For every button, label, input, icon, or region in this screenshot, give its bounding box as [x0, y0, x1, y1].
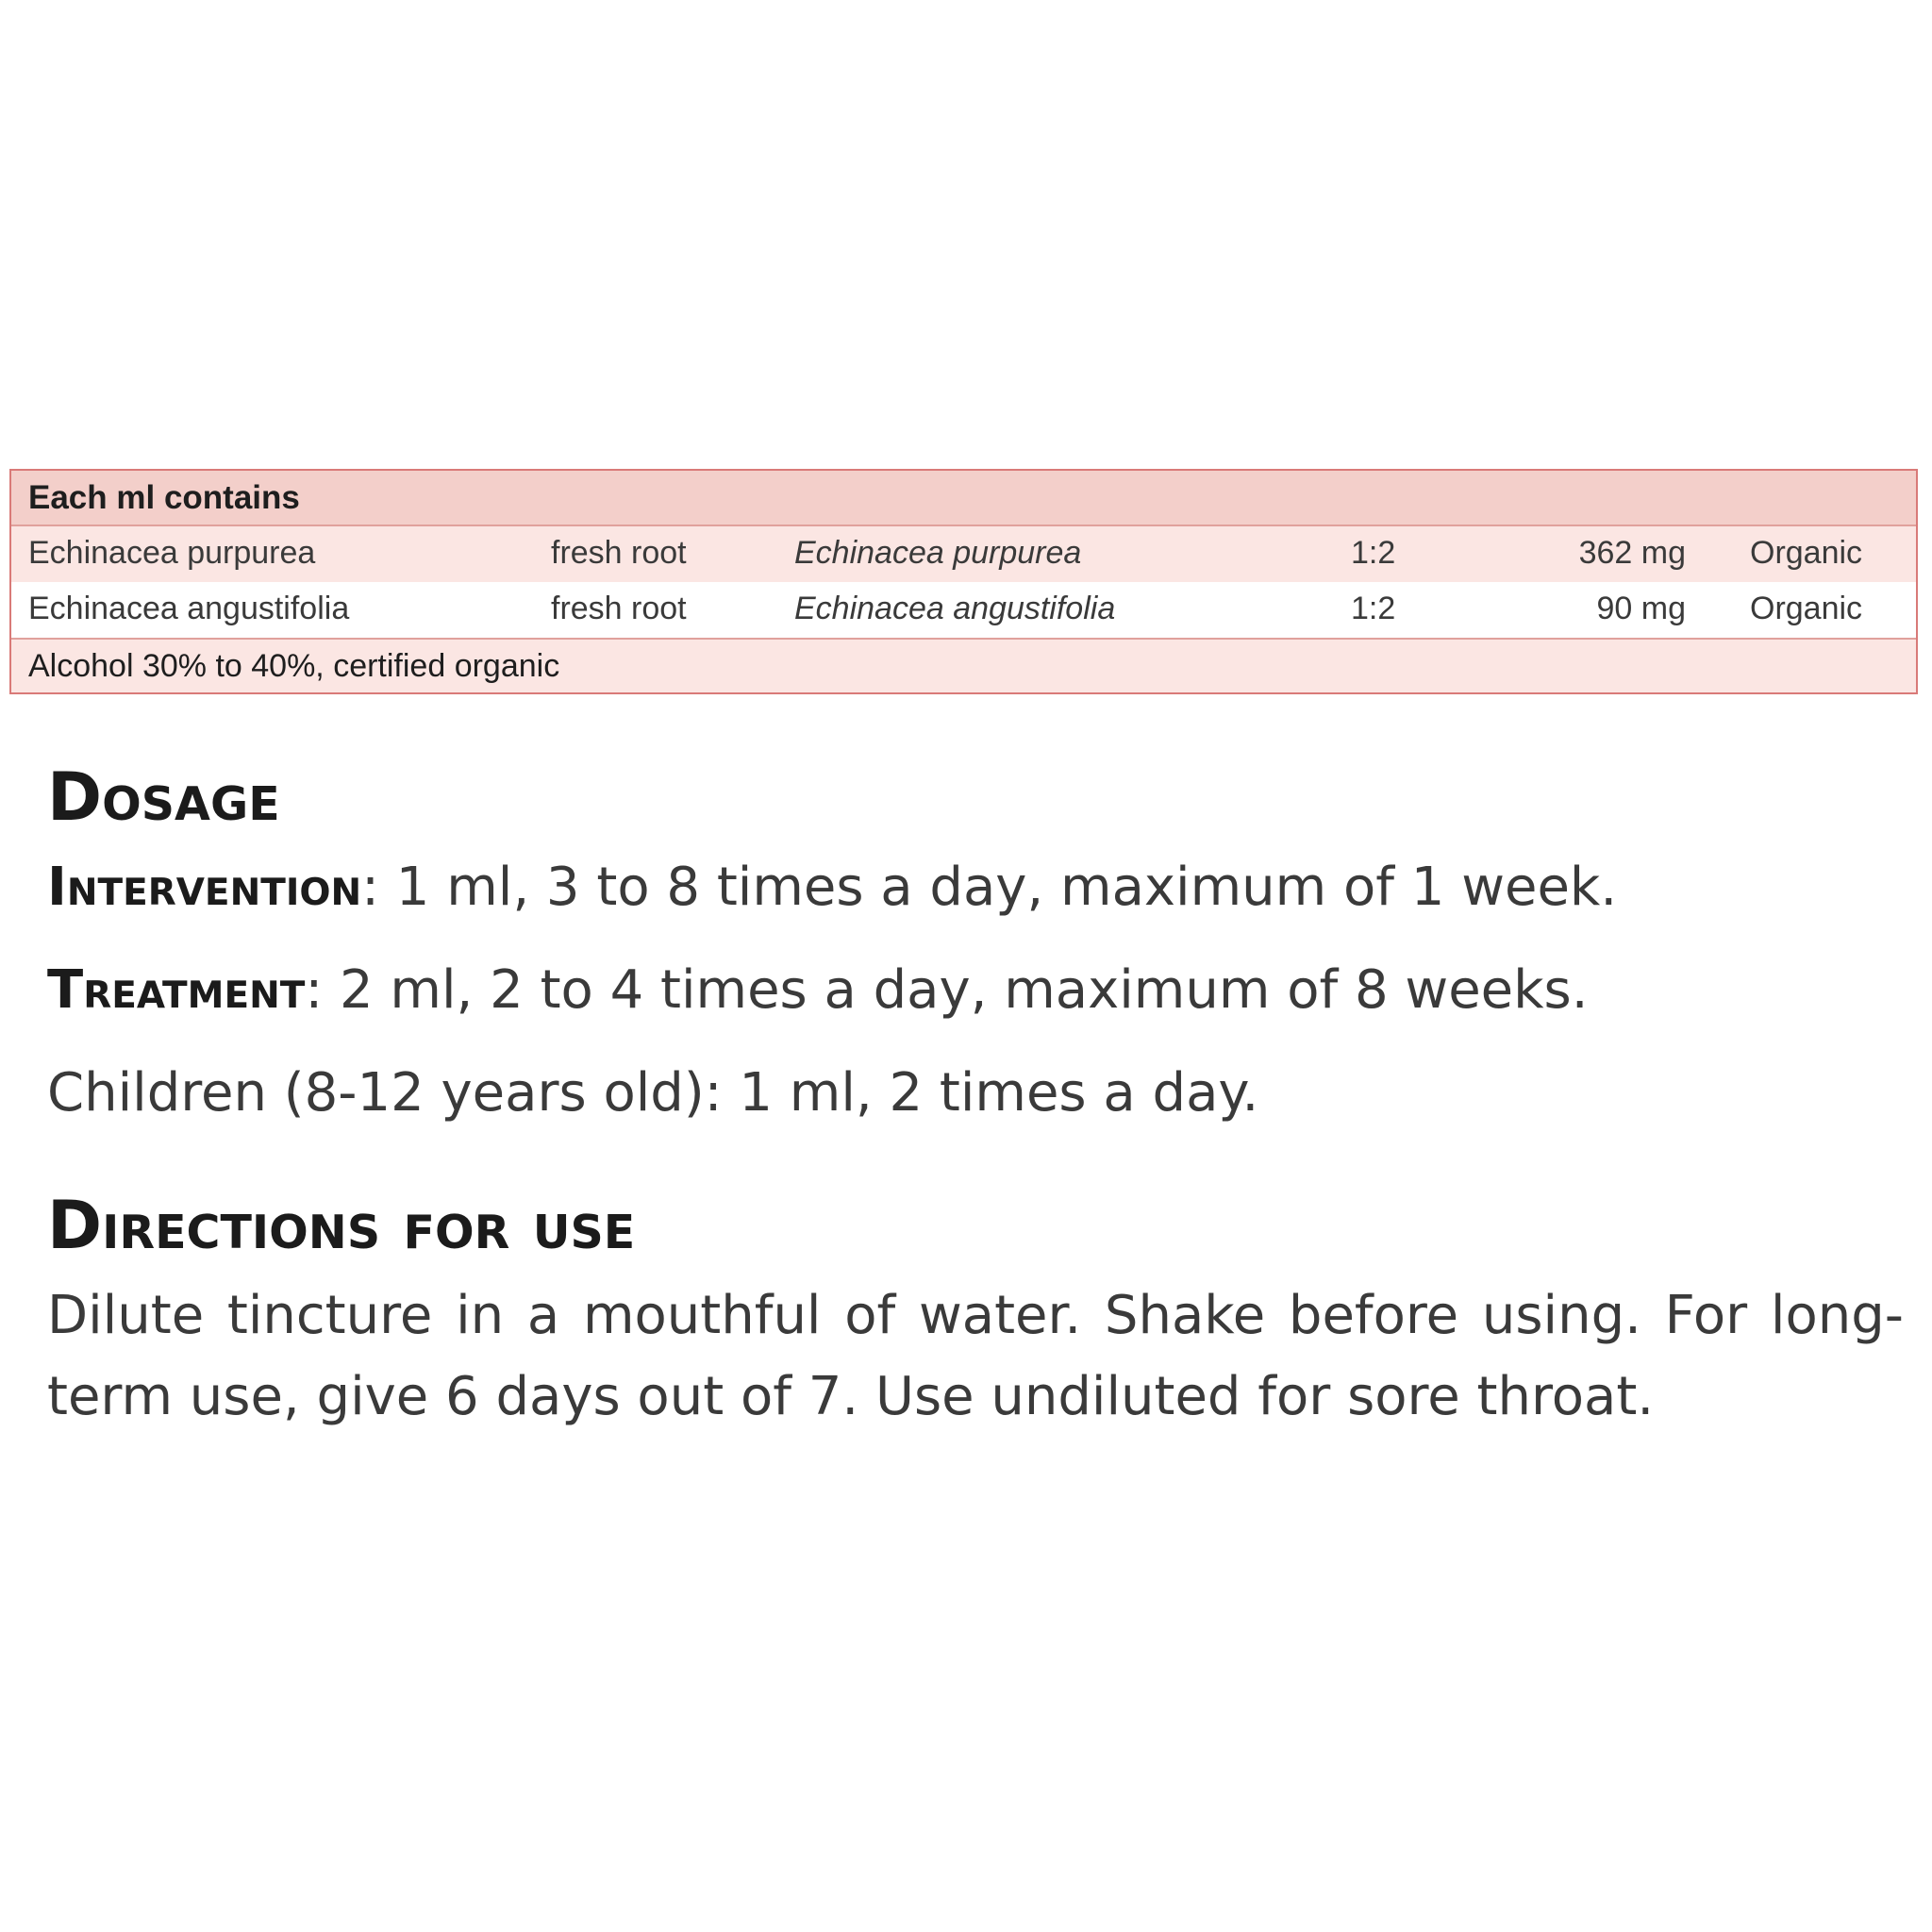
ingredients-footer — [11, 638, 1916, 692]
ingredient-certification: Organic — [1750, 535, 1863, 571]
ingredient-latin-name: Echinacea purpurea — [794, 535, 1082, 571]
children-line — [47, 1062, 1259, 1124]
dosage-title: Dosage — [47, 758, 280, 836]
children-text: Children (8-12 years old): 1 ml, 2 times a day. — [47, 1062, 1259, 1124]
ingredient-name: Echinacea angustifolia — [28, 591, 350, 626]
alcohol-note: Alcohol 30% to 40%, certified organic — [28, 648, 560, 684]
ingredient-part: fresh root — [551, 591, 687, 626]
directions-text: Dilute tincture in a mouthful of water. Shake before using. For long-term use, give 6 days out of 7. Use undiluted for sore throat. — [47, 1285, 1904, 1427]
ingredient-amount: 90 mg — [1596, 591, 1686, 626]
ingredient-amount: 362 mg — [1578, 535, 1686, 571]
ingredient-ratio: 1:2 — [1351, 591, 1396, 626]
ingredient-latin-name: Echinacea angustifolia — [794, 591, 1116, 626]
ingredient-ratio: 1:2 — [1351, 535, 1396, 571]
treatment-line — [47, 959, 1589, 1021]
intervention-label: Intervention — [47, 857, 362, 918]
intervention-line — [47, 857, 1618, 918]
ingredient-certification: Organic — [1750, 591, 1863, 626]
intervention-text: : 1 ml, 3 to 8 times a day, maximum of 1 week. — [361, 857, 1618, 918]
table-row — [11, 582, 1916, 638]
ingredient-name: Echinacea purpurea — [28, 535, 316, 571]
ingredient-part: fresh root — [551, 535, 687, 571]
table-row — [11, 526, 1916, 582]
ingredients-table — [9, 469, 1918, 694]
ingredients-header-label: Each ml contains — [28, 479, 300, 516]
ingredients-header — [11, 471, 1916, 526]
treatment-text: : 2 ml, 2 to 4 times a day, maximum of 8 weeks. — [305, 959, 1589, 1021]
treatment-label: Treatment — [47, 959, 306, 1021]
directions-title: Directions for use — [47, 1187, 636, 1264]
